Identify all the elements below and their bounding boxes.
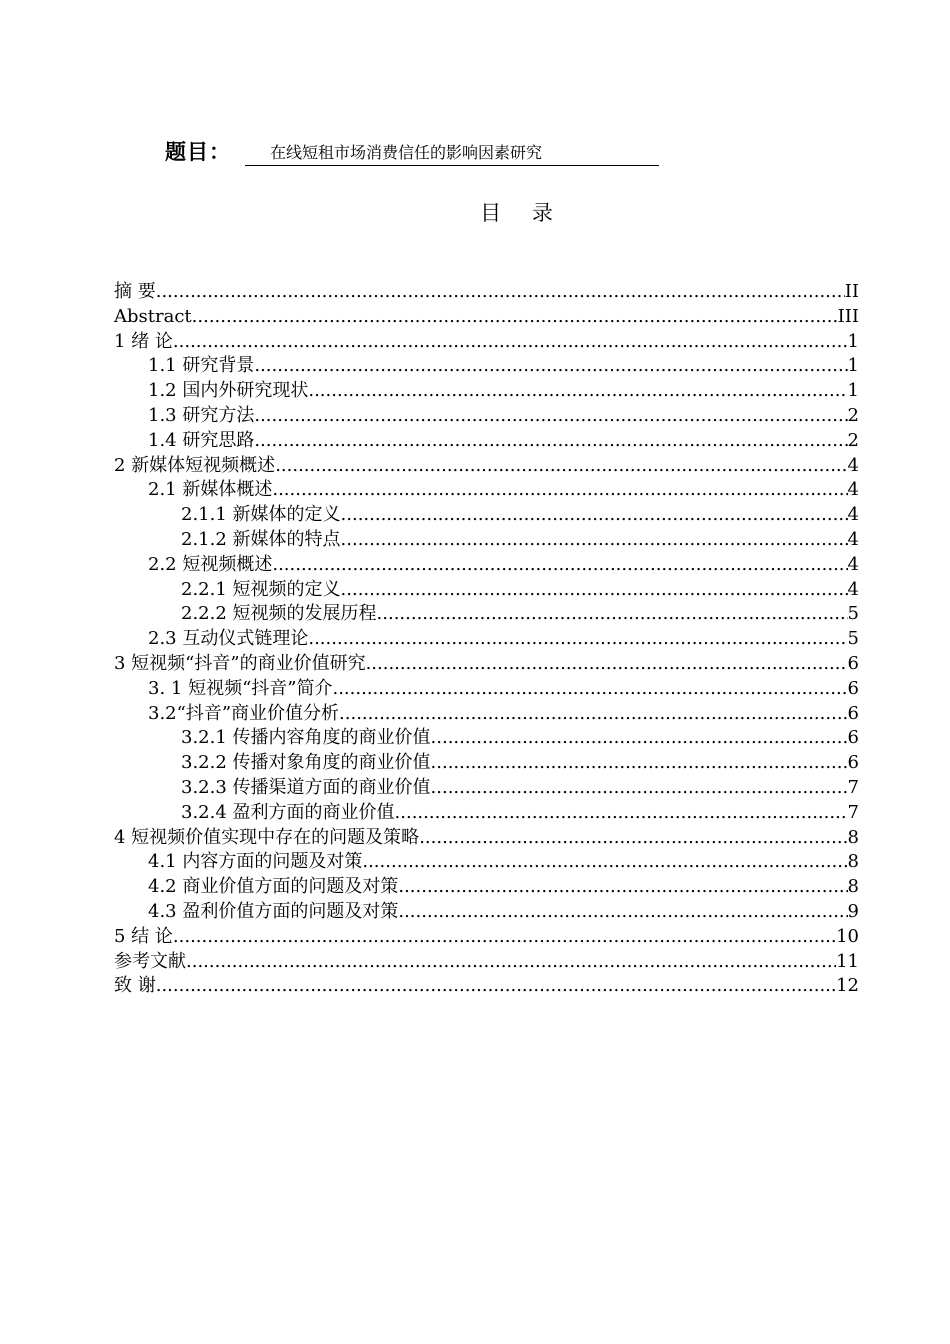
toc-entry-label: 1 绪 论 xyxy=(114,330,173,352)
toc-entry[interactable] xyxy=(114,627,859,652)
toc-entry-label: 2.1.1 新媒体的定义 xyxy=(181,504,341,526)
toc-entry-page: 5 xyxy=(847,603,859,625)
toc-entry[interactable] xyxy=(114,875,859,900)
toc-leader-dots xyxy=(156,974,836,999)
toc-entry[interactable] xyxy=(114,404,859,429)
toc-entry-label: 2.1.2 新媒体的特点 xyxy=(181,528,341,550)
toc-entry-page: 1 xyxy=(847,380,859,402)
toc-entry-page: 2 xyxy=(847,429,859,451)
toc-leader-dots xyxy=(173,330,848,355)
toc-leader-dots xyxy=(308,627,847,652)
toc-entry[interactable] xyxy=(114,602,859,627)
toc-entry-page: 4 xyxy=(847,504,859,526)
thesis-title-value: 在线短租市场消费信任的影响因素研究 xyxy=(245,142,659,166)
toc-leader-dots xyxy=(275,454,847,479)
toc-entry-page: 4 xyxy=(847,454,859,476)
toc-entry-label: 3.2.1 传播内容角度的商业价值 xyxy=(181,727,431,749)
toc-entry-page: 1 xyxy=(847,355,859,377)
toc-entry[interactable] xyxy=(114,652,859,677)
toc-entry-label: 4.2 商业价值方面的问题及对策 xyxy=(148,876,399,898)
toc-leader-dots xyxy=(308,379,847,404)
toc-entry-page: 4 xyxy=(847,578,859,600)
toc-entry-page: 5 xyxy=(847,628,859,650)
toc-entry[interactable] xyxy=(114,801,859,826)
toc-entry-page: II xyxy=(844,281,859,302)
toc-leader-dots xyxy=(366,652,848,677)
toc-entry[interactable] xyxy=(114,280,859,305)
toc-leader-dots xyxy=(341,578,848,603)
toc-entry-label: 4 短视频价值实现中存在的问题及策略 xyxy=(114,826,420,848)
toc-entry[interactable] xyxy=(114,702,859,727)
toc-heading: 目 录 xyxy=(480,201,565,225)
toc-leader-dots xyxy=(254,404,847,429)
toc-entry-page: 1 xyxy=(847,330,859,352)
toc-entry[interactable] xyxy=(114,726,859,751)
toc-entry-label: 2 新媒体短视频概述 xyxy=(114,454,276,476)
toc-entry-page: 4 xyxy=(847,528,859,550)
toc-entry-page: 12 xyxy=(836,975,859,997)
toc-leader-dots xyxy=(431,776,848,801)
toc-entry-page: 9 xyxy=(847,900,859,922)
toc-entry-page: 7 xyxy=(847,776,859,798)
toc-entry[interactable] xyxy=(114,553,859,578)
toc-leader-dots xyxy=(431,726,848,751)
toc-entry-page: 7 xyxy=(847,801,859,823)
toc-entry-page: 8 xyxy=(847,876,859,898)
toc-entry-label: 4.3 盈利价值方面的问题及对策 xyxy=(148,900,399,922)
toc-entry-label: 1.1 研究背景 xyxy=(148,355,255,377)
toc-entry[interactable] xyxy=(114,677,859,702)
toc-entry-label: 3 短视频“抖音”的商业价值研究 xyxy=(114,652,366,674)
toc-leader-dots xyxy=(186,950,836,975)
toc-entry-page: 11 xyxy=(836,950,859,972)
toc-leader-dots xyxy=(341,528,848,553)
table-of-contents xyxy=(114,280,859,999)
toc-leader-dots xyxy=(173,925,836,950)
toc-leader-dots xyxy=(431,751,848,776)
toc-entry[interactable] xyxy=(114,379,859,404)
toc-entry-label: 1.4 研究思路 xyxy=(148,429,255,451)
toc-entry[interactable] xyxy=(114,826,859,851)
toc-leader-dots xyxy=(419,826,847,851)
toc-entry-label: 致 谢 xyxy=(114,975,156,997)
toc-leader-dots xyxy=(272,478,847,503)
toc-entry-label: 2.2 短视频概述 xyxy=(148,553,273,575)
toc-entry[interactable] xyxy=(114,478,859,503)
thesis-title-label: 题目： xyxy=(165,140,231,164)
toc-entry[interactable] xyxy=(114,751,859,776)
thesis-title-block xyxy=(165,134,659,166)
toc-entry-label: 2.3 互动仪式链理论 xyxy=(148,628,309,650)
toc-entry-page: 8 xyxy=(847,826,859,848)
toc-entry-page: 6 xyxy=(847,752,859,774)
toc-entry-label: 1.2 国内外研究现状 xyxy=(148,380,309,402)
toc-entry-page: 6 xyxy=(847,677,859,699)
toc-leader-dots xyxy=(341,503,848,528)
toc-entry[interactable] xyxy=(114,429,859,454)
toc-entry[interactable] xyxy=(114,305,859,330)
toc-entry-label: 3. 1 短视频“抖音”简介 xyxy=(148,677,333,699)
toc-entry-page: 8 xyxy=(847,851,859,873)
toc-entry[interactable] xyxy=(114,528,859,553)
toc-entry-label: 2.2.1 短视频的定义 xyxy=(181,578,341,600)
toc-leader-dots xyxy=(272,553,847,578)
toc-entry[interactable] xyxy=(114,354,859,379)
toc-leader-dots xyxy=(395,801,848,826)
toc-entry[interactable] xyxy=(114,900,859,925)
toc-entry-label: Abstract xyxy=(114,305,192,327)
toc-leader-dots xyxy=(156,280,845,305)
toc-entry-label: 4.1 内容方面的问题及对策 xyxy=(148,851,363,873)
toc-entry-page: 10 xyxy=(836,925,859,947)
toc-leader-dots xyxy=(339,702,848,727)
toc-entry-page: 6 xyxy=(847,652,859,674)
toc-entry-page: 6 xyxy=(847,727,859,749)
toc-entry-label: 2.2.2 短视频的发展历程 xyxy=(181,603,377,625)
toc-leader-dots xyxy=(254,354,847,379)
toc-entry-label: 3.2“抖音”商业价值分析 xyxy=(148,702,340,724)
toc-entry-label: 3.2.2 传播对象角度的商业价值 xyxy=(181,752,431,774)
toc-entry-page: III xyxy=(837,305,859,327)
toc-entry-label: 摘 要 xyxy=(114,281,156,302)
toc-entry[interactable] xyxy=(114,925,859,950)
toc-entry[interactable] xyxy=(114,850,859,875)
toc-entry-label: 2.1 新媒体概述 xyxy=(148,479,273,501)
toc-leader-dots xyxy=(332,677,847,702)
toc-entry-label: 3.2.4 盈利方面的商业价值 xyxy=(181,801,395,823)
toc-entry[interactable] xyxy=(114,974,859,999)
toc-leader-dots xyxy=(377,602,848,627)
toc-entry-label: 5 结 论 xyxy=(114,925,173,947)
toc-entry-page: 6 xyxy=(847,702,859,724)
toc-entry-label: 3.2.3 传播渠道方面的商业价值 xyxy=(181,776,431,798)
toc-entry[interactable] xyxy=(114,454,859,479)
toc-entry-page: 2 xyxy=(847,404,859,426)
toc-entry-label: 1.3 研究方法 xyxy=(148,404,255,426)
toc-entry-label: 参考文献 xyxy=(114,950,186,972)
toc-leader-dots xyxy=(398,875,847,900)
toc-entry[interactable] xyxy=(114,950,859,975)
toc-entry[interactable] xyxy=(114,776,859,801)
toc-leader-dots xyxy=(362,850,847,875)
toc-entry[interactable] xyxy=(114,578,859,603)
toc-leader-dots xyxy=(192,305,838,330)
toc-leader-dots xyxy=(398,900,847,925)
toc-entry[interactable] xyxy=(114,503,859,528)
toc-leader-dots xyxy=(254,429,847,454)
toc-entry[interactable] xyxy=(114,330,859,355)
toc-entry-page: 4 xyxy=(847,479,859,501)
toc-entry-page: 4 xyxy=(847,553,859,575)
